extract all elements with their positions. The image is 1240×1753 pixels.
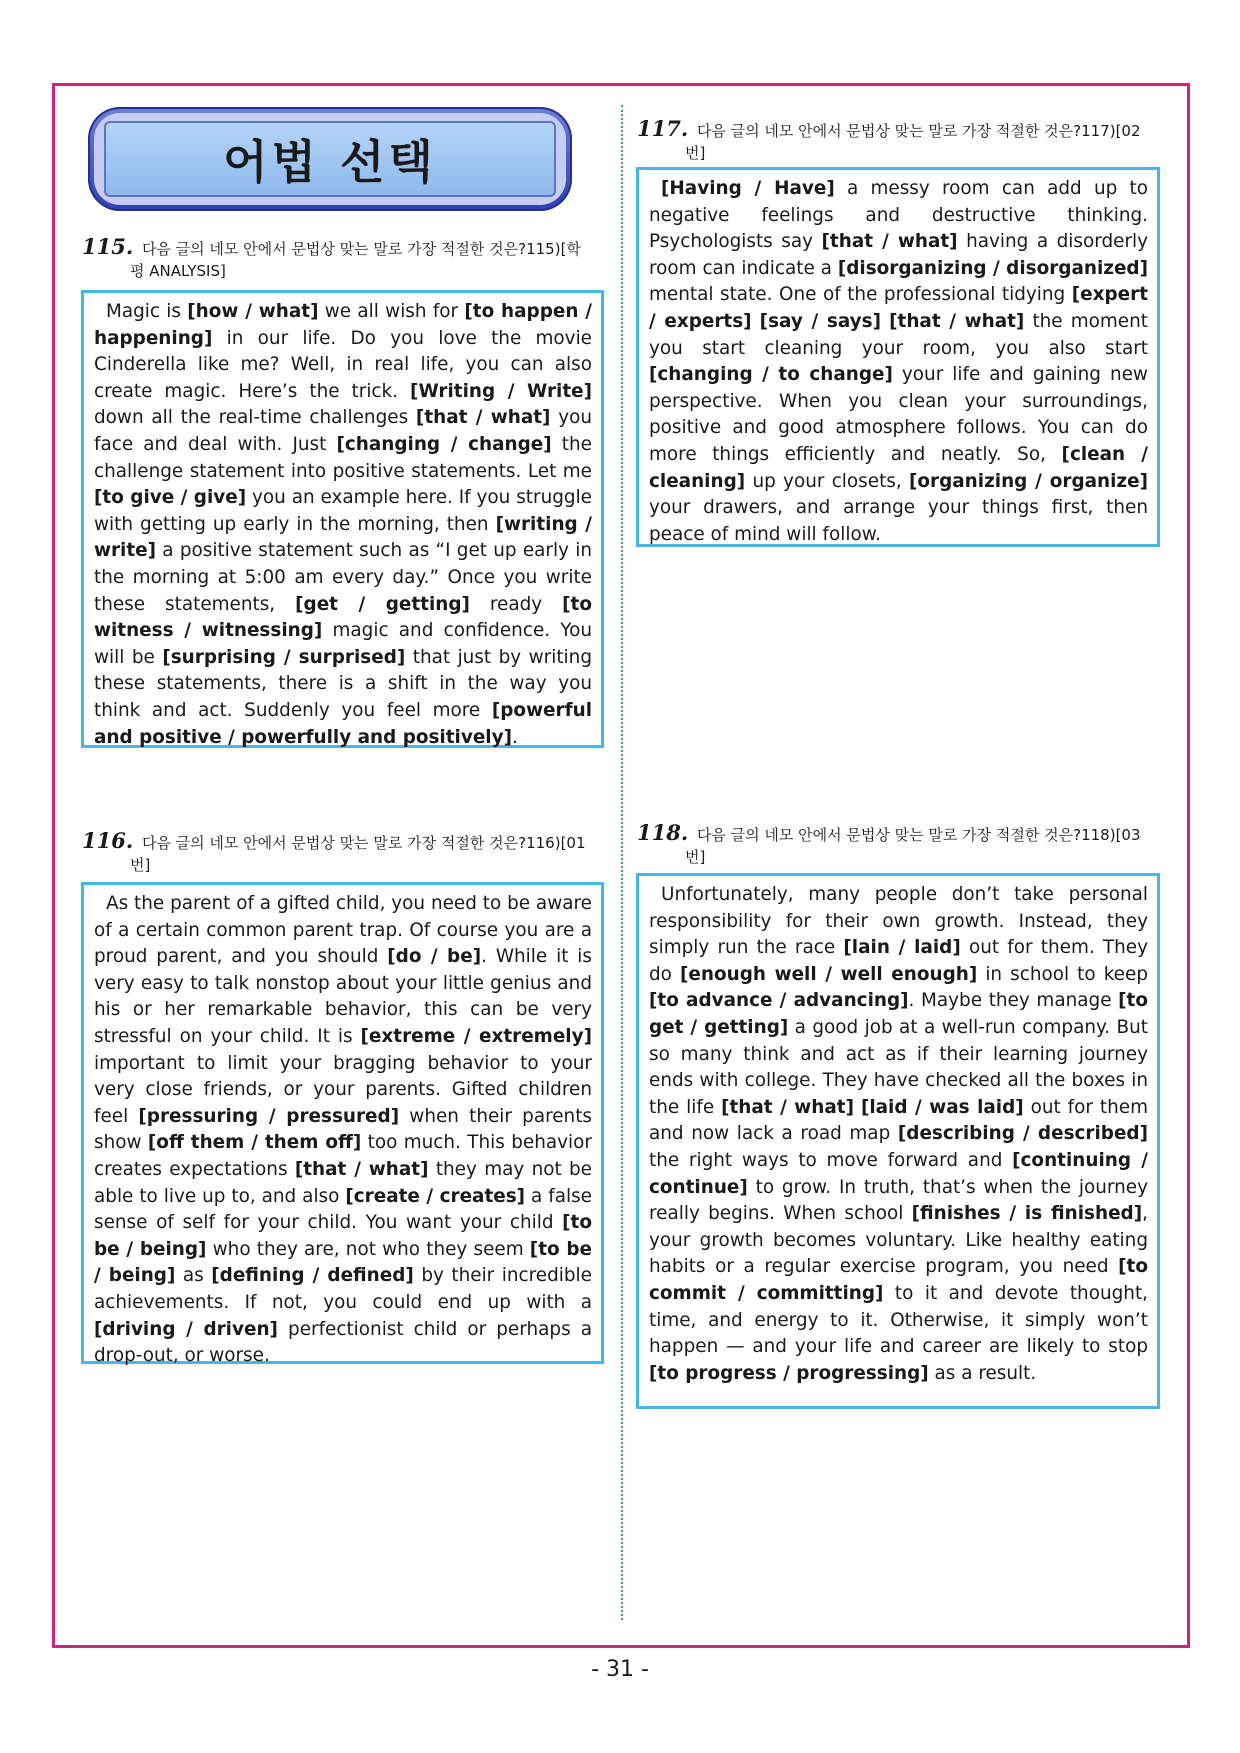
question-number: 117. [637,116,689,141]
grammar-choice: [to give / give] [94,487,247,509]
question-ref: 118)[03 [1081,826,1141,844]
grammar-choice: [that / what] [294,1158,429,1180]
question-header-118 [637,822,1167,868]
grammar-choice: [disorganizing / disorganized] [837,257,1148,279]
passage-text: Unfortunately, many people don’t take personal responsibility for their own growth. Instead, they simply run the race [lain / laid] out for them. They do [enough well / well enough] in school to keep [to advance / advancing]. Maybe they manage [to get / getting] a good job at a well-run company. But so many think and act as if their learning journey ends with college. They have checked all the boxes in the life [that / what] [laid / was laid] out for them and now lack a road map [describing / described] the right ways to move forward and [continuing / continue] to grow. In truth, that’s when the journey really begins. When school [finishes / is finished], your growth becomes voluntary. Like healthy eating habits or a regular exercise program, you need [to commit / committing] to it and devote thought, time, and energy to it. Otherwise, it simply won’t happen — and your life and career are likely to stop [to progress / progressing] as a result. [649,884,1148,1384]
column-divider [621,105,623,1620]
grammar-choice: [changing / to change] [649,364,893,386]
question-ref: 117)[02 [1081,122,1141,140]
grammar-choice: [organizing / organize] [909,470,1149,492]
passage-116 [81,882,604,1367]
passage-text: Magic is [how / what] we all wish for [to happen / happening] in our life. Do you love the movie Cinderella like me? Well, in real life, you can also create magic. Here’s the trick. [Writing / Write] down all the real-time challenges [that / what] you face and deal with. Just [changing / change] the challenge statement into positive statements. Let me [to give / give] you an example here. If you struggle with getting up early in the morning, then [writing / write] a positive statement such as “I get up early in the morning at 5:00 am every day.” Once you write these statements, [get / getting] ready [to witness / witnessing] magic and confidence. You will be [surprising / surprised] that just by writing these statements, there is a shift in the way you think and act. Suddenly you feel more [powerful and positive / powerfully and positively]. [94,301,593,748]
grammar-choice: [changing / change] [336,433,552,455]
question-prompt: 다음 글의 네모 안에서 문법상 맞는 말로 가장 적절한 것은? [696,826,1082,844]
question-prompt: 다음 글의 네모 안에서 문법상 맞는 말로 가장 적절한 것은? [141,834,527,852]
grammar-choice: [finishes / is finished] [911,1203,1143,1225]
grammar-choice: [lain / laid] [843,937,961,959]
question-ref: 115)[학 [526,240,581,258]
section-title-badge [88,107,572,211]
grammar-choice: [laid / was laid] [860,1096,1024,1118]
question-prompt: 다음 글의 네모 안에서 문법상 맞는 말로 가장 적절한 것은? [141,240,527,258]
question-ref-cont: 번] [685,848,706,866]
question-ref-cont: 평 ANALYSIS] [130,262,226,280]
grammar-choice: [powerful and positive / powerfully and positively] [94,699,592,748]
passage-text: [Having / Have] a messy room can add up to negative feelings and destructive thinking. Psychologists say [that / what] having a disorderly room can indicate a [disorganizing / disorganized] mental state. One of the professional tidying [expert / experts] [say / says] [that / what] the moment you start cleaning your room, you also start [changing / to change] your life and gaining new perspective. When you clean your surroundings, positive and good atmosphere follows. You can do more things efficiently and neatly. So, [clean / cleaning] up your closets, [organizing / organize] your drawers, and arrange your things first, then peace of mind will follow. [649,178,1149,545]
grammar-choice: [to commit / committing] [649,1256,1148,1304]
question-number: 116. [82,828,134,853]
page-number: - 31 - [591,1657,649,1682]
grammar-choice: [to advance / advancing] [649,990,909,1012]
passage-text: As the parent of a gifted child, you need to be aware of a certain common parent trap. Of course you are a proud parent, and you should [do / be]. While it is very easy to talk nonstop about your little genius and his or her remarkable behavior, this can be very stressful on your child. It is [extreme / extremely] important to limit your bragging behavior to your very close friends, or your parents. Gifted children feel [pressuring / pressured] when their parents show [off them / them off] too much. This behavior creates expectations [that / what] they may not be able to live up to, and also [create / creates] a false sense of self for your child. You want your child [to be / being] who they are, not who they seem [to be / being] as [defining / defined] by their incredible achievements. If not, you could end up with a [driving / driven] perfectionist child or perhaps a drop-out, or worse. [94,893,593,1367]
passage-115 [81,290,604,748]
grammar-choice: [to happen / happening] [94,301,593,349]
grammar-choice: [pressuring / pressured] [138,1105,400,1127]
grammar-choice: [Having / Have] [661,178,835,199]
grammar-choice: [create / creates] [345,1185,526,1207]
grammar-choice: [writing / write] [94,513,592,562]
grammar-choice: [to be / being] [94,1212,592,1260]
grammar-choice: [surprising / surprised] [162,646,406,668]
grammar-choice: [that / what] [821,231,958,253]
grammar-choice: [how / what] [187,301,319,322]
question-header-117 [637,118,1167,164]
grammar-choice: [to witness / witnessing] [94,593,592,642]
grammar-choice: [say / says] [759,310,882,332]
grammar-choice: [continuing / continue] [649,1149,1148,1198]
grammar-choice: [expert / experts] [649,284,1148,332]
grammar-choice: [that / what] [415,407,551,429]
passage-117 [636,167,1160,547]
grammar-choice: [to get / getting] [649,990,1148,1038]
grammar-choice: [to be / being] [94,1238,593,1287]
question-header-115 [82,236,612,282]
question-number: 115. [82,234,134,259]
question-ref-cont: 번] [130,856,151,874]
grammar-choice: [that / what] [721,1096,854,1118]
grammar-choice: [defining / defined] [211,1265,414,1287]
grammar-choice: [Writing / Write] [410,380,592,402]
grammar-choice: [off them / them off] [147,1132,362,1154]
grammar-choice: [that / what] [889,310,1025,332]
grammar-choice: [clean / cleaning] [649,443,1148,492]
question-ref: 116)[01 [526,834,586,852]
question-prompt: 다음 글의 네모 안에서 문법상 맞는 말로 가장 적절한 것은? [696,122,1082,140]
grammar-choice: [to progress / progressing] [649,1362,929,1384]
grammar-choice: [driving / driven] [94,1318,278,1340]
question-header-116 [82,830,612,876]
question-number: 118. [637,820,689,845]
grammar-choice: [extreme / extremely] [360,1025,592,1047]
question-ref-cont: 번] [685,144,706,162]
passage-118 [636,873,1160,1409]
grammar-choice: [do / be] [387,946,482,968]
grammar-choice: [get / getting] [295,593,470,615]
grammar-choice: [enough well / well enough] [680,963,978,985]
grammar-choice: [describing / described] [897,1123,1148,1145]
section-title: 어법 선택 [223,135,437,189]
